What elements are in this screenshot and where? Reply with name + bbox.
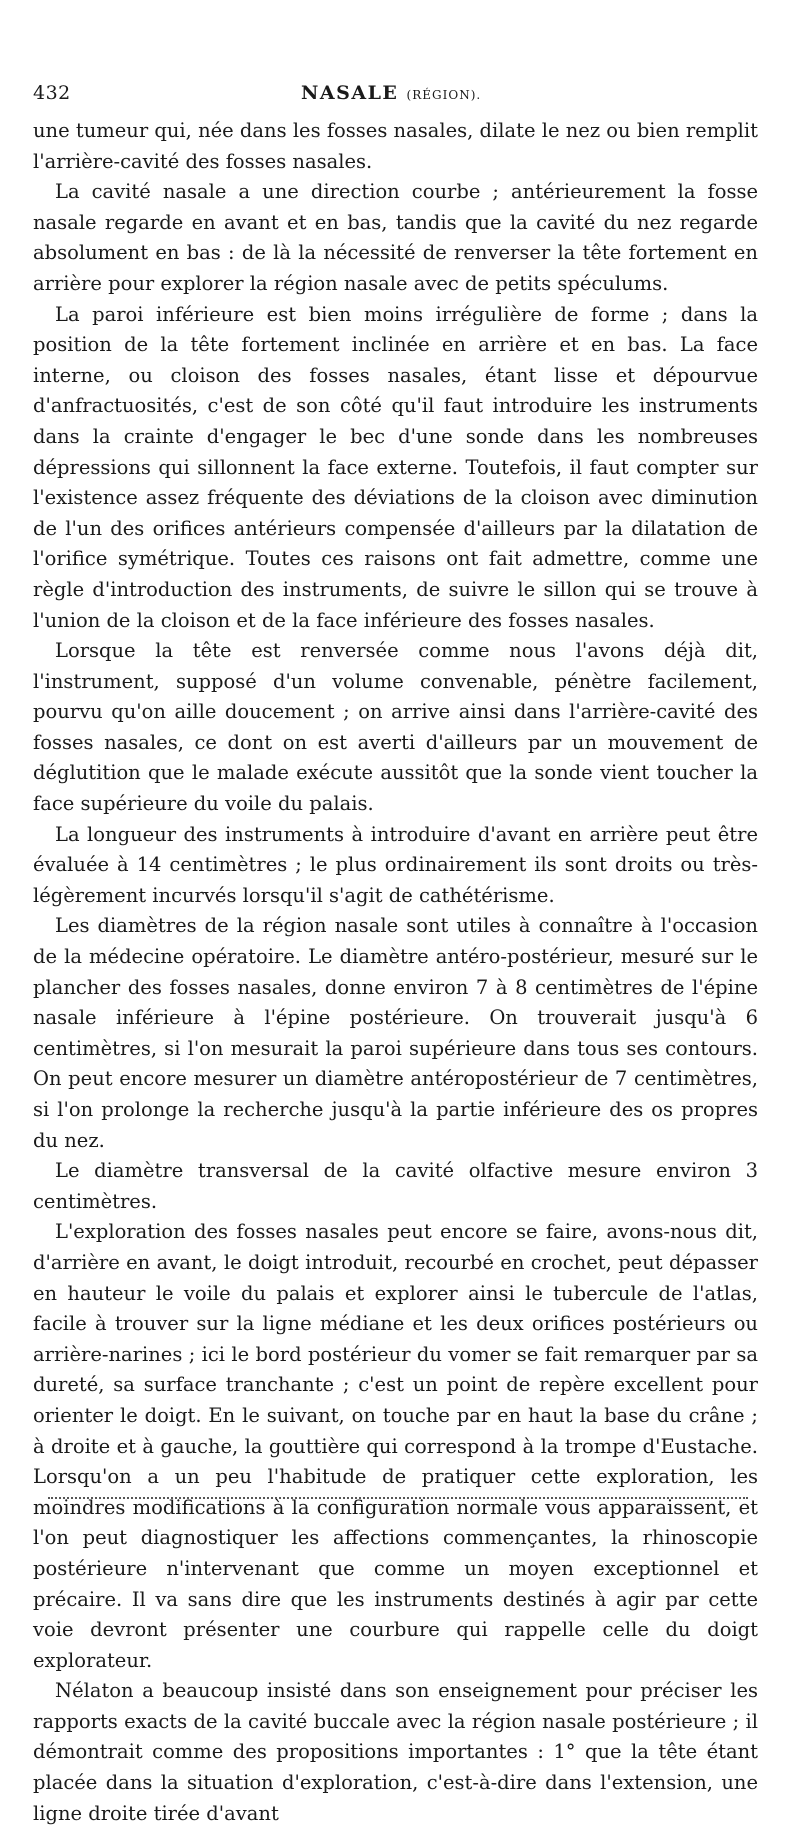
footer-dotted-rule [48,1497,748,1499]
paragraph: Lorsque la tête est renversée comme nous l'avons déjà dit, l'instrument, supposé d'un volume convenable, pénètre facilement, pourvu qu'on aille doucement ; on arrive ainsi dans l'arrière-cavité des fosses nasales, ce dont on est averti d'ailleurs par un mouvement de déglutition que le malade exécute aussitôt que la sonde vient toucher la face supérieure du voile du palais. [33,639,758,816]
paragraph-continued: une tumeur qui, née dans les fosses nasales, dilate le nez ou bien remplit l'arrière-cavité des fosses nasales. [33,119,758,173]
paragraph: Nélaton a beaucoup insisté dans son enseignement pour préciser les rapports exacts de la cavité buccale avec la région nasale postérieure ; il démontrait comme des propositions importantes : 1° que la tête étant placée dans la situation d'exploration, c'est-à-dire dans l'extension, une ligne droite tirée d'avant [33,1679,758,1825]
paragraph: L'exploration des fosses nasales peut encore se faire, avons-nous dit, d'arrière en avant, le doigt introduit, recourbé en crochet, peut dépasser en hauteur le voile du palais et explorer ainsi le tubercule de l'atlas, facile à trouver sur la ligne médiane et les deux orifices postérieurs ou arrière-narines ; ici le bord postérieur du vomer se fait remarquer par sa dureté, sa surface tranchante ; c'est un point de repère excellent pour orienter le doigt. En le suivant, on touche par en haut la base du crâne ; à droite et à gauche, la gouttière qui correspond à la trompe d'Eustache. Lorsqu'on a un peu l'habitude de pratiquer cette exploration, les moindres modifications à la configuration normale vous apparaissent, et l'on peut diagnostiquer les affections commençantes, la rhinoscopie postérieure n'intervenant que comme un moyen exceptionnel et précaire. Il va sans dire que les instruments destinés à agir par cette voie devront présenter une courbure qui rappelle celle du doigt explorateur. [33,1220,758,1672]
running-title-subtitle: (RÉGION). [406,88,482,102]
body-text [33,116,758,1829]
paragraph: La cavité nasale a une direction courbe ; antérieurement la fosse nasale regarde en avant et en bas, tandis que la cavité du nez regarde absolument en bas : de là la nécessité de renverser la tête fortement en arrière pour explorer la région nasale avec de petits spéculums. [33,180,758,295]
paragraph: Les diamètres de la région nasale sont utiles à connaître à l'occasion de la médecine opératoire. Le diamètre antéro-postérieur, mesuré sur le plancher des fosses nasales, donne environ 7 à 8 centimètres de l'épine nasale inférieure à l'épine postérieure. On trouverait jusqu'à 6 centimètres, si l'on mesurait la paroi supérieure dans tous ses contours. On peut encore mesurer un diamètre antéropostérieur de 7 centimètres, si l'on prolonge la recherche jusqu'à la partie inférieure des os propres du nez. [33,914,758,1152]
book-page [33,82,758,1829]
paragraph: La longueur des instruments à introduire d'avant en arrière peut être évaluée à 14 centimètres ; le plus ordinairement ils sont droits ou très-légèrement incurvés lorsqu'il s'agit de cathétérisme. [33,822,758,907]
running-title-main: NASALE [301,82,399,104]
page-number: 432 [33,82,71,104]
running-title [301,82,481,104]
running-head [33,82,758,116]
paragraph: La paroi inférieure est bien moins irrégulière de forme ; dans la position de la tête fortement inclinée en arrière et en bas. La face interne, ou cloison des fosses nasales, étant lisse et dépourvue d'anfractuosités, c'est de son côté qu'il faut introduire les instruments dans la crainte d'engager le bec d'une sonde dans les nombreuses dépressions qui sillonnent la face externe. Toutefois, il faut compter sur l'existence assez fréquente des déviations de la cloison avec diminution de l'un des orifices antérieurs compensée d'ailleurs par la dilatation de l'orifice symétrique. Toutes ces raisons ont fait admettre, comme une règle d'introduction des instruments, de suivre le sillon qui se trouve à l'union de la cloison et de la face inférieure des fosses nasales. [33,302,758,632]
paragraph: Le diamètre transversal de la cavité olfactive mesure environ 3 centimètres. [33,1159,758,1213]
